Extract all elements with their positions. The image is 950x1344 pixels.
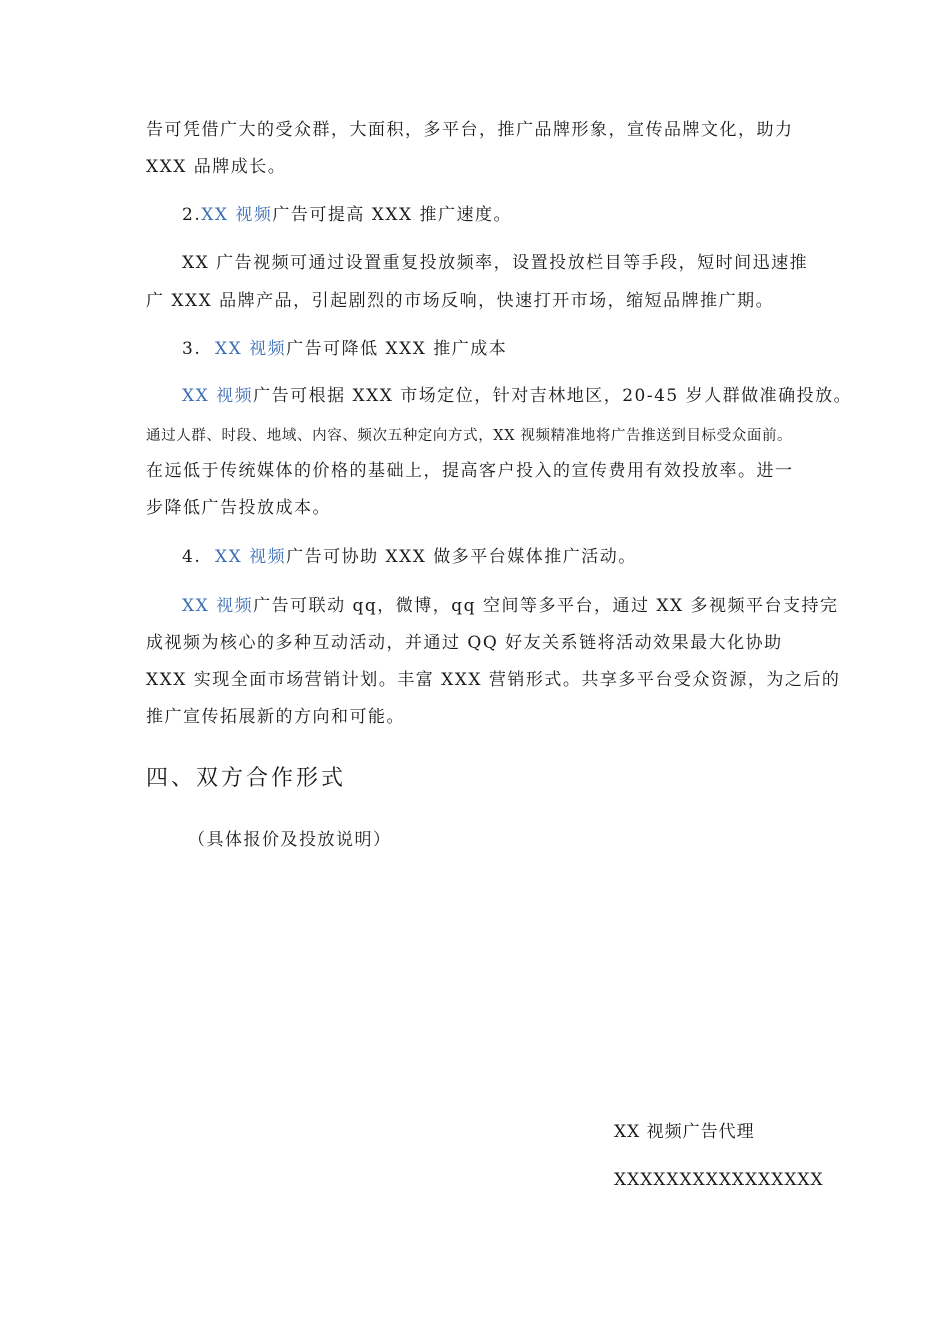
point-title: 广告可降低 XXX 推广成本 (286, 339, 508, 359)
highlight-text: XX 视频 (201, 205, 273, 225)
paragraph-line: 步降低广告投放成本。 (146, 498, 331, 518)
paragraph-line: 通过人群、时段、地域、内容、频次五种定向方式，XX 视频精准地将广告推送到目标受众面前。 (146, 428, 793, 444)
paragraph-line (182, 594, 838, 618)
point-number: 3. (182, 339, 202, 359)
point-number: 2. (182, 205, 202, 225)
paragraph-line: 推广宣传拓展新的方向和可能。 (146, 707, 405, 727)
signature-id: XXXXXXXXXXXXXXXX (614, 1170, 824, 1190)
paragraph-line: XXX 实现全面市场营销计划。丰富 XXX 营销形式。共享多平台受众资源，为之后的 (146, 670, 841, 690)
paragraph-line: XX 广告视频可通过设置重复投放频率，设置投放栏目等手段，短时间迅速推 (182, 253, 809, 273)
highlight-text: XX 视频 (182, 596, 254, 616)
paragraph-line: 广 XXX 品牌产品，引起剧烈的市场反响，快速打开市场，缩短品牌推广期。 (146, 291, 775, 311)
highlight-text: XX 视频 (215, 339, 287, 359)
section-note: （具体报价及投放说明） (188, 830, 392, 850)
paragraph-line: 告可凭借广大的受众群，大面积，多平台，推广品牌形象，宣传品牌文化，助力 (146, 120, 794, 140)
paragraph-line: 成视频为核心的多种互动活动，并通过 QQ 好友关系链将活动效果最大化协助 (146, 633, 783, 653)
highlight-text: XX 视频 (215, 547, 287, 567)
paragraph-line: 在远低于传统媒体的价格的基础上，提高客户投入的宣传费用有效投放率。进一 (146, 461, 794, 481)
paragraph-line: XXX 品牌成长。 (146, 157, 287, 177)
signature-org: XX 视频广告代理 (614, 1122, 755, 1142)
point-title: 广告可协助 XXX 做多平台媒体推广活动。 (286, 547, 637, 567)
paragraph-line (182, 384, 852, 408)
point-number: 4. (182, 547, 202, 567)
point-4-heading (182, 545, 637, 569)
section-heading: 四、双方合作形式 (146, 766, 347, 791)
paragraph-text: 广告可联动 qq，微博，qq 空间等多平台，通过 XX 多视频平台支持完 (253, 596, 839, 616)
point-3-heading (182, 337, 507, 361)
point-title: 广告可提高 XXX 推广速度。 (272, 205, 512, 225)
paragraph-text: 广告可根据 XXX 市场定位，针对吉林地区，20-45 岁人群做准确投放。 (253, 386, 853, 406)
highlight-text: XX 视频 (182, 386, 254, 406)
point-2-heading (182, 203, 512, 227)
